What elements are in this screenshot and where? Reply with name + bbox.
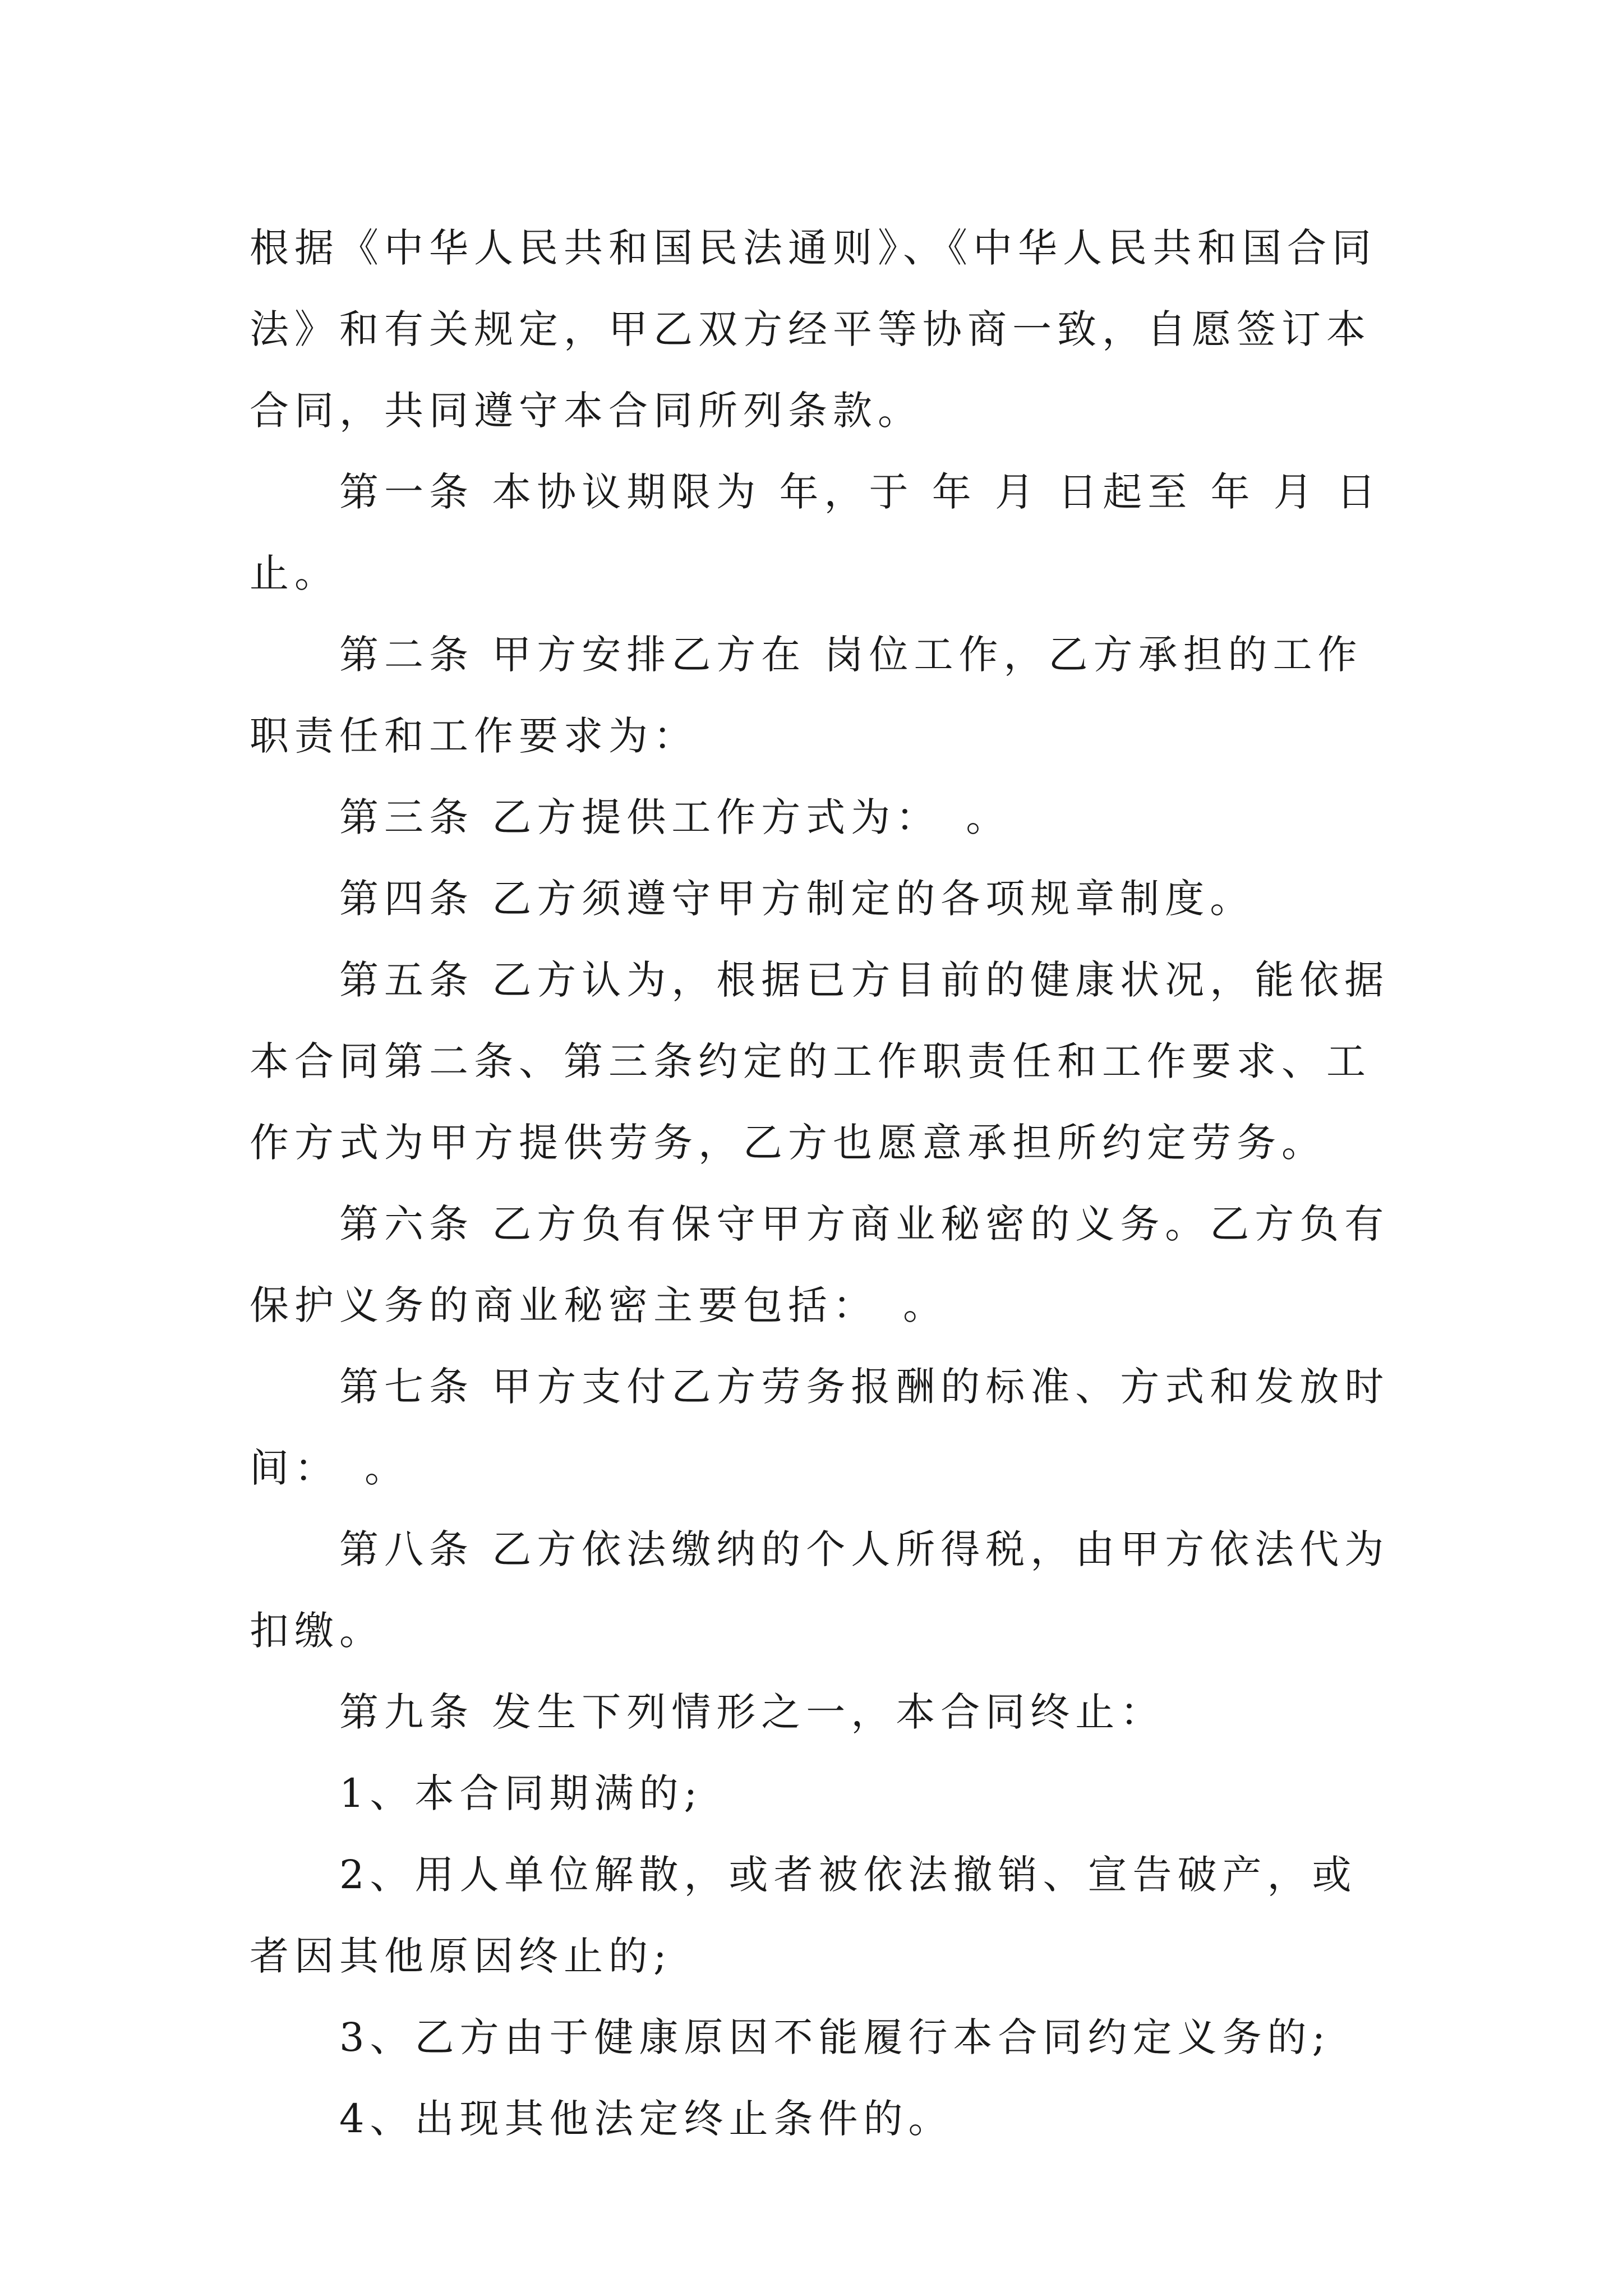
clause-1-paragraph: 第一条 本协议期限为 年，于 年 月 日起至 年 月 日止。 bbox=[250, 469, 1382, 596]
clause-7-paragraph: 第七条 甲方支付乙方劳务报酬的标准、方式和发放时间： 。 bbox=[250, 1364, 1390, 1491]
list-item-1: 1、本合同期满的; bbox=[339, 1770, 703, 1816]
clause-6-paragraph: 第六条 乙方负有保守甲方商业秘密的义务。乙方负有保护义务的商业秘密主要包括： 。 bbox=[250, 1201, 1390, 1328]
clause-8-paragraph: 第八条 乙方依法缴纳的个人所得税，由甲方依法代为扣缴。 bbox=[250, 1526, 1390, 1654]
clause-2-paragraph: 第二条 甲方安排乙方在 岗位工作，乙方承担的工作职责任和工作要求为： bbox=[250, 632, 1363, 759]
clause-3-paragraph: 第三条 乙方提供工作方式为： 。 bbox=[339, 794, 1011, 840]
document-body bbox=[250, 208, 1399, 2160]
list-item-4: 4、出现其他法定终止条件的。 bbox=[339, 2096, 953, 2142]
list-item-2: 2、用人单位解散，或者被依法撤销、宣告破产，或者因其他原因终止的; bbox=[250, 1852, 1357, 1979]
clause-5-paragraph: 第五条 乙方认为，根据已方目前的健康状况，能依据本合同第二条、第三条约定的工作职责任和工作要求、工作方式为甲方提供劳务，乙方也愿意承担所约定劳务。 bbox=[250, 957, 1390, 1166]
list-item-3: 3、乙方由于健康原因不能履行本合同约定义务的; bbox=[339, 2014, 1331, 2060]
clause-9-paragraph: 第九条 发生下列情形之一，本合同终止： bbox=[339, 1689, 1165, 1735]
preamble-paragraph: 根据《中华人民共和国民法通则》、《中华人民共和国合同法》和有关规定，甲乙双方经平等协商一致，自愿签订本合同，共同遵守本合同所列条款。 bbox=[250, 225, 1377, 434]
clause-4-paragraph: 第四条 乙方须遵守甲方制定的各项规章制度。 bbox=[339, 876, 1255, 922]
